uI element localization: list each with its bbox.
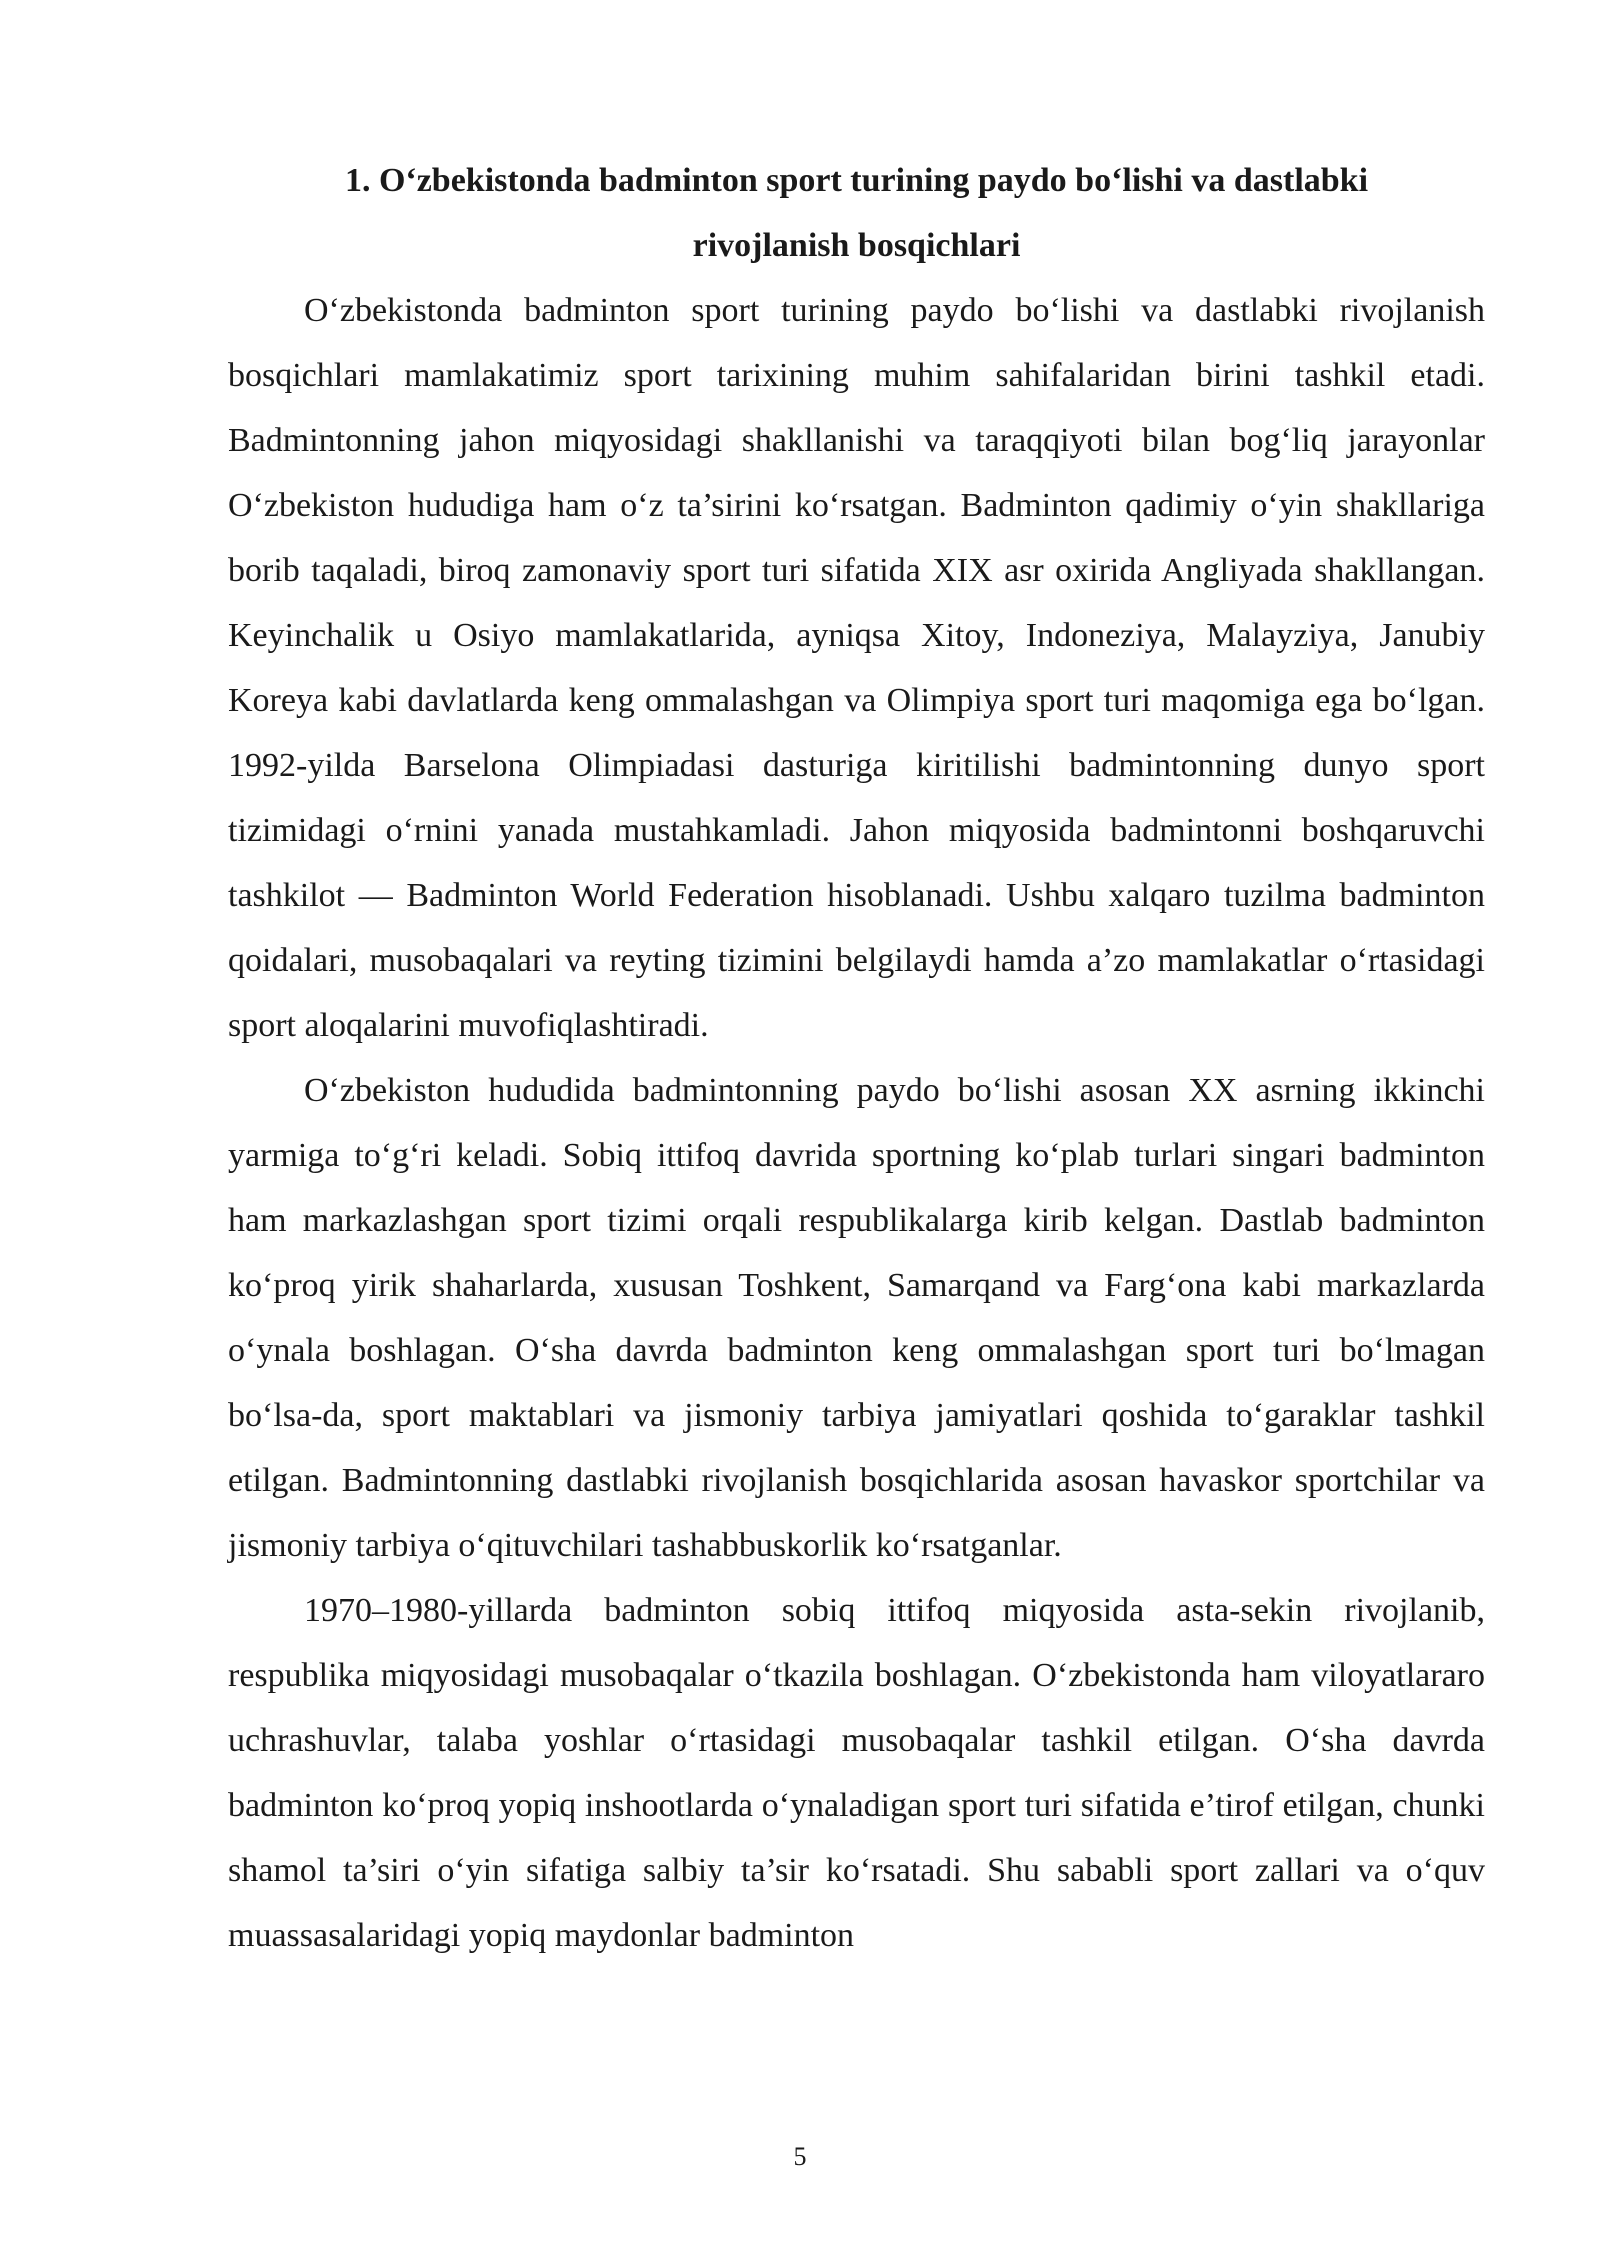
- section-heading-line-2: rivojlanish bosqichlari: [692, 227, 1021, 264]
- section-heading: [228, 148, 1485, 278]
- page-number: 5: [793, 2142, 807, 2171]
- body-paragraph-1: O‘zbekistonda badminton sport turining paydo bo‘lishi va dastlabki rivojlanish bosqichlari mamlakatimiz sport tarixining muhim sahifalaridan birini tashkil etadi. Badmintonning jahon miqyosidagi shakllanishi va taraqqiyoti bilan bog‘liq jarayonlar O‘zbekiston hududiga ham o‘z ta’sirini ko‘rsatgan. Badminton qadimiy o‘yin shakllariga borib taqaladi, biroq zamonaviy sport turi sifatida XIX asr oxirida Angliyada shakllangan. Keyinchalik u Osiyo mamlakatlarida, ayniqsa Xitoy, Indoneziya, Malayziya, Janubiy Koreya kabi davlatlarda keng ommalashgan va Olimpiya sport turi maqomiga ega bo‘lgan. 1992-yilda Barselona Olimpiadasi dasturiga kiritilishi badmintonning dunyo sport tizimidagi o‘rnini yanada mustahkamladi. Jahon miqyosida badmintonni boshqaruvchi tashkilot — Badminton World Federation hisoblanadi. Ushbu xalqaro tuzilma badminton qoidalari, musobaqalari va reyting tizimini belgilaydi hamda a’zo mamlakatlar o‘rtasidagi sport aloqalarini muvofiqlashtiradi.: [228, 292, 1485, 1044]
- body-paragraph-2: O‘zbekiston hududida badmintonning paydo bo‘lishi asosan XX asrning ikkinchi yarmiga to‘g‘ri keladi. Sobiq ittifoq davrida sportning ko‘plab turlari singari badminton ham markazlashgan sport tizimi orqali respublikalarga kirib kelgan. Dastlab badminton ko‘proq yirik shaharlarda, xususan Toshkent, Samarqand va Farg‘ona kabi markazlarda o‘ynala boshlagan. O‘sha davrda badminton keng ommalashgan sport turi bo‘lmagan bo‘lsa-da, sport maktablari va jismoniy tarbiya jamiyatlari qoshida to‘garaklar tashkil etilgan. Badmintonning dastlabki rivojlanish bosqichlarida asosan havaskor sportchilar va jismoniy tarbiya o‘qituvchilari tashabbuskorlik ko‘rsatganlar.: [228, 1072, 1485, 1564]
- page-content: [228, 148, 1485, 1968]
- body-paragraph-3: 1970–1980-yillarda badminton sobiq ittifoq miqyosida asta-sekin rivojlanib, respublika miqyosidagi musobaqalar o‘tkazila boshlagan. O‘zbekistonda ham viloyatlararo uchrashuvlar, talaba yoshlar o‘rtasidagi musobaqalar tashkil etilgan. O‘sha davrda badminton ko‘proq yopiq inshootlarda o‘ynaladigan sport turi sifatida e’tirof etilgan, chunki shamol ta’siri o‘yin sifatiga salbiy ta’sir ko‘rsatadi. Shu sababli sport zallari va o‘quv muassasalaridagi yopiq maydonlar badminton: [228, 1592, 1485, 1954]
- section-heading-line-1: 1. O‘zbekistonda badminton sport turining paydo bo‘lishi va dastlabki: [344, 162, 1369, 199]
